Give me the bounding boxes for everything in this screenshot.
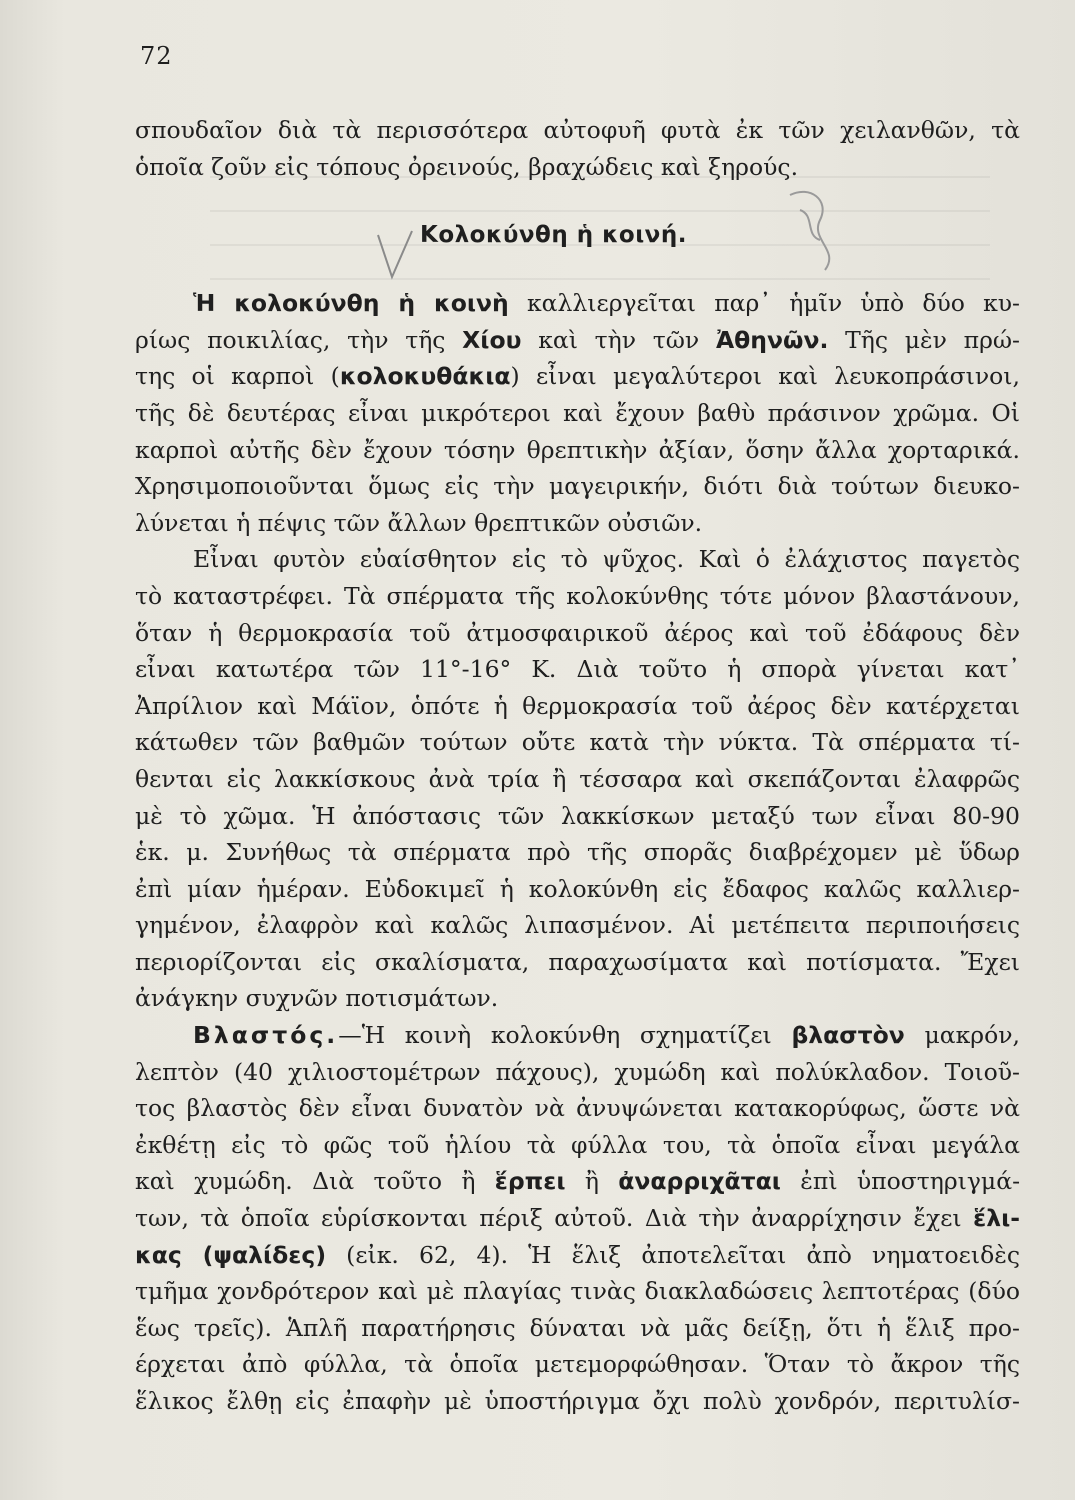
text-line: τῆς δὲ δευτέρας εἶναι μικρότεροι καὶ ἔχουν βαθὺ πράσινον χρῶμα. Οἱ xyxy=(135,398,1020,427)
page-number: 72 xyxy=(140,42,173,70)
text-line: Εἶναι φυτὸν εὐαίσθητον εἰς τὸ ψῦχος. Καὶ ὁ ἐλάχιστος παγετὸς xyxy=(193,545,1020,574)
text-line: ἐκθέτῃ εἰς τὸ φῶς τοῦ ἡλίου τὰ φύλλα του, τὰ ὁποῖα εἶναι μεγάλα xyxy=(135,1130,1020,1159)
text-line: λεπτὸν (40 χιλιοστομέτρων πάχους), χυμώδη καὶ πολύκλαδον. Τοιοῦ- xyxy=(135,1057,1020,1086)
text-line: ἀνάγκην συχνῶν ποτισμάτων. xyxy=(135,984,499,1013)
text-line: ἕως τρεῖς). Ἁπλῆ παρατήρησις δύναται νὰ μᾶς δείξῃ, ὅτι ἡ ἕλιξ προ- xyxy=(135,1313,1020,1342)
text-line: ἑκ. μ. Συνήθως τὰ σπέρματα πρὸ τῆς σπορᾶς διαβρέχομεν μὲ ὕδωρ xyxy=(135,838,1020,867)
body-text xyxy=(135,112,1020,1420)
text-line: Ἡ κολοκύνθη ἡ κοινὴ καλλιεργεῖται παρ᾽ ἡμῖν ὑπὸ δύο κυ- xyxy=(193,289,1020,318)
text-line: τμῆμα χονδρότερον καὶ μὲ πλαγίας τινὰς διακλαδώσεις λεπτοτέρας (δύο xyxy=(135,1277,1020,1306)
text-line: ὁποῖα ζοῦν εἰς τόπους ὀρεινούς, βραχώδεις καὶ ξηρούς. xyxy=(135,152,799,181)
text-line: εἶναι κατωτέρα τῶν 11°-16° Κ. Διὰ τοῦτο ἡ σπορὰ γίνεται κατ᾽ xyxy=(135,655,1020,684)
text-line: έρχεται ἀπὸ φύλλα, τὰ ὁποῖα μετεμορφώθησαν. Ὅταν τὸ ἄκρον τῆς xyxy=(135,1350,1020,1379)
text-line: Χρησιμοποιοῦνται ὅμως εἰς τὴν μαγειρικήν, διότι διὰ τούτων διευκο- xyxy=(135,472,1020,501)
text-line: καὶ χυμώδη. Διὰ τοῦτο ἢ ἕρπει ἢ ἀναρριχᾶται ἐπὶ ὑποστηριγμά- xyxy=(135,1167,1020,1196)
text-line: των, τὰ ὁποῖα εὑρίσκονται πέριξ αὐτοῦ. Διὰ τὴν ἀναρρίχησιν ἔχει ἕλι- xyxy=(135,1204,1020,1233)
text-line: ρίως ποικιλίας, τὴν τῆς Χίου καὶ τὴν τῶν Ἀθηνῶν. Τῆς μὲν πρώ- xyxy=(135,325,1020,354)
text-line: καρποὶ αὐτῆς δὲν ἔχουν τόσην θρεπτικὴν ἀξίαν, ὅσην ἄλλα χορταρικά. xyxy=(135,435,1020,464)
text-line: γημένον, ἐλαφρὸν καὶ καλῶς λιπασμένον. Αἱ μετέπειτα περιποιήσεις xyxy=(135,911,1020,940)
text-line: λύνεται ἡ πέψις τῶν ἄλλων θρεπτικῶν οὐσιῶν. xyxy=(135,508,703,537)
text-line: ἐπὶ μίαν ἡμέραν. Εὐδοκιμεῖ ἡ κολοκύνθη εἰς ἔδαφος καλῶς καλλιερ- xyxy=(135,874,1020,903)
text-line: μὲ τὸ χῶμα. Ἡ ἀπόστασις τῶν λακκίσκων μεταξύ των εἶναι 80-90 xyxy=(135,801,1020,830)
text-line: κάτωθεν τῶν βαθμῶν τούτων οὔτε κατὰ τὴν νύκτα. Τὰ σπέρματα τί- xyxy=(135,728,1020,757)
text-line: τὸ καταστρέφει. Τὰ σπέρματα τῆς κολοκύνθης τότε μόνον βλαστάνουν, xyxy=(135,581,1020,610)
text-line: Ἀπρίλιον καὶ Μάϊον, ὁπότε ἡ θερμοκρασία τοῦ ἀέρος δὲν κατέρχεται xyxy=(135,691,1020,720)
text-line: Βλαστός.—Ἡ κοινὴ κολοκύνθη σχηματίζει βλαστὸν μακρόν, xyxy=(193,1021,1020,1050)
text-line: της οἱ καρποὶ (κολοκυθάκια) εἶναι μεγαλύτεροι καὶ λευκοπράσινοι, xyxy=(135,362,1020,391)
text-line: περιορίζονται εἰς σκαλίσματα, παραχωσίματα καὶ ποτίσματα. Ἔχει xyxy=(135,947,1020,976)
text-line: κας (ψαλίδες) (εἰκ. 62, 4). Ἡ ἕλιξ ἀποτελεῖται ἀπὸ νηματοειδὲς xyxy=(135,1240,1020,1269)
text-line: ὅταν ἡ θερμοκρασία τοῦ ἀτμοσφαιρικοῦ ἀέρος καὶ τοῦ ἐδάφους δὲν xyxy=(135,618,1020,647)
text-line: σπουδαῖον διὰ τὰ περισσότερα αὐτοφυῆ φυτὰ ἐκ τῶν χειλανθῶν, τὰ xyxy=(135,116,1020,144)
text-line: τος βλαστὸς δὲν εἶναι δυνατὸν νὰ ἀνυψώνεται κατακορύφως, ὥστε νὰ xyxy=(135,1094,1020,1123)
section-heading: Κολοκύνθη ἡ κοινή. xyxy=(420,222,687,248)
heading-gap xyxy=(135,185,1020,285)
text-line: ἕλικος ἔλθῃ εἰς ἐπαφὴν μὲ ὑποστήριγμα ὄχι πολὺ χονδρόν, περιτυλίσ- xyxy=(135,1387,1020,1415)
text-line: θενται εἰς λακκίσκους ἀνὰ τρία ἢ τέσσαρα καὶ σκεπάζονται ἐλαφρῶς xyxy=(135,764,1020,793)
